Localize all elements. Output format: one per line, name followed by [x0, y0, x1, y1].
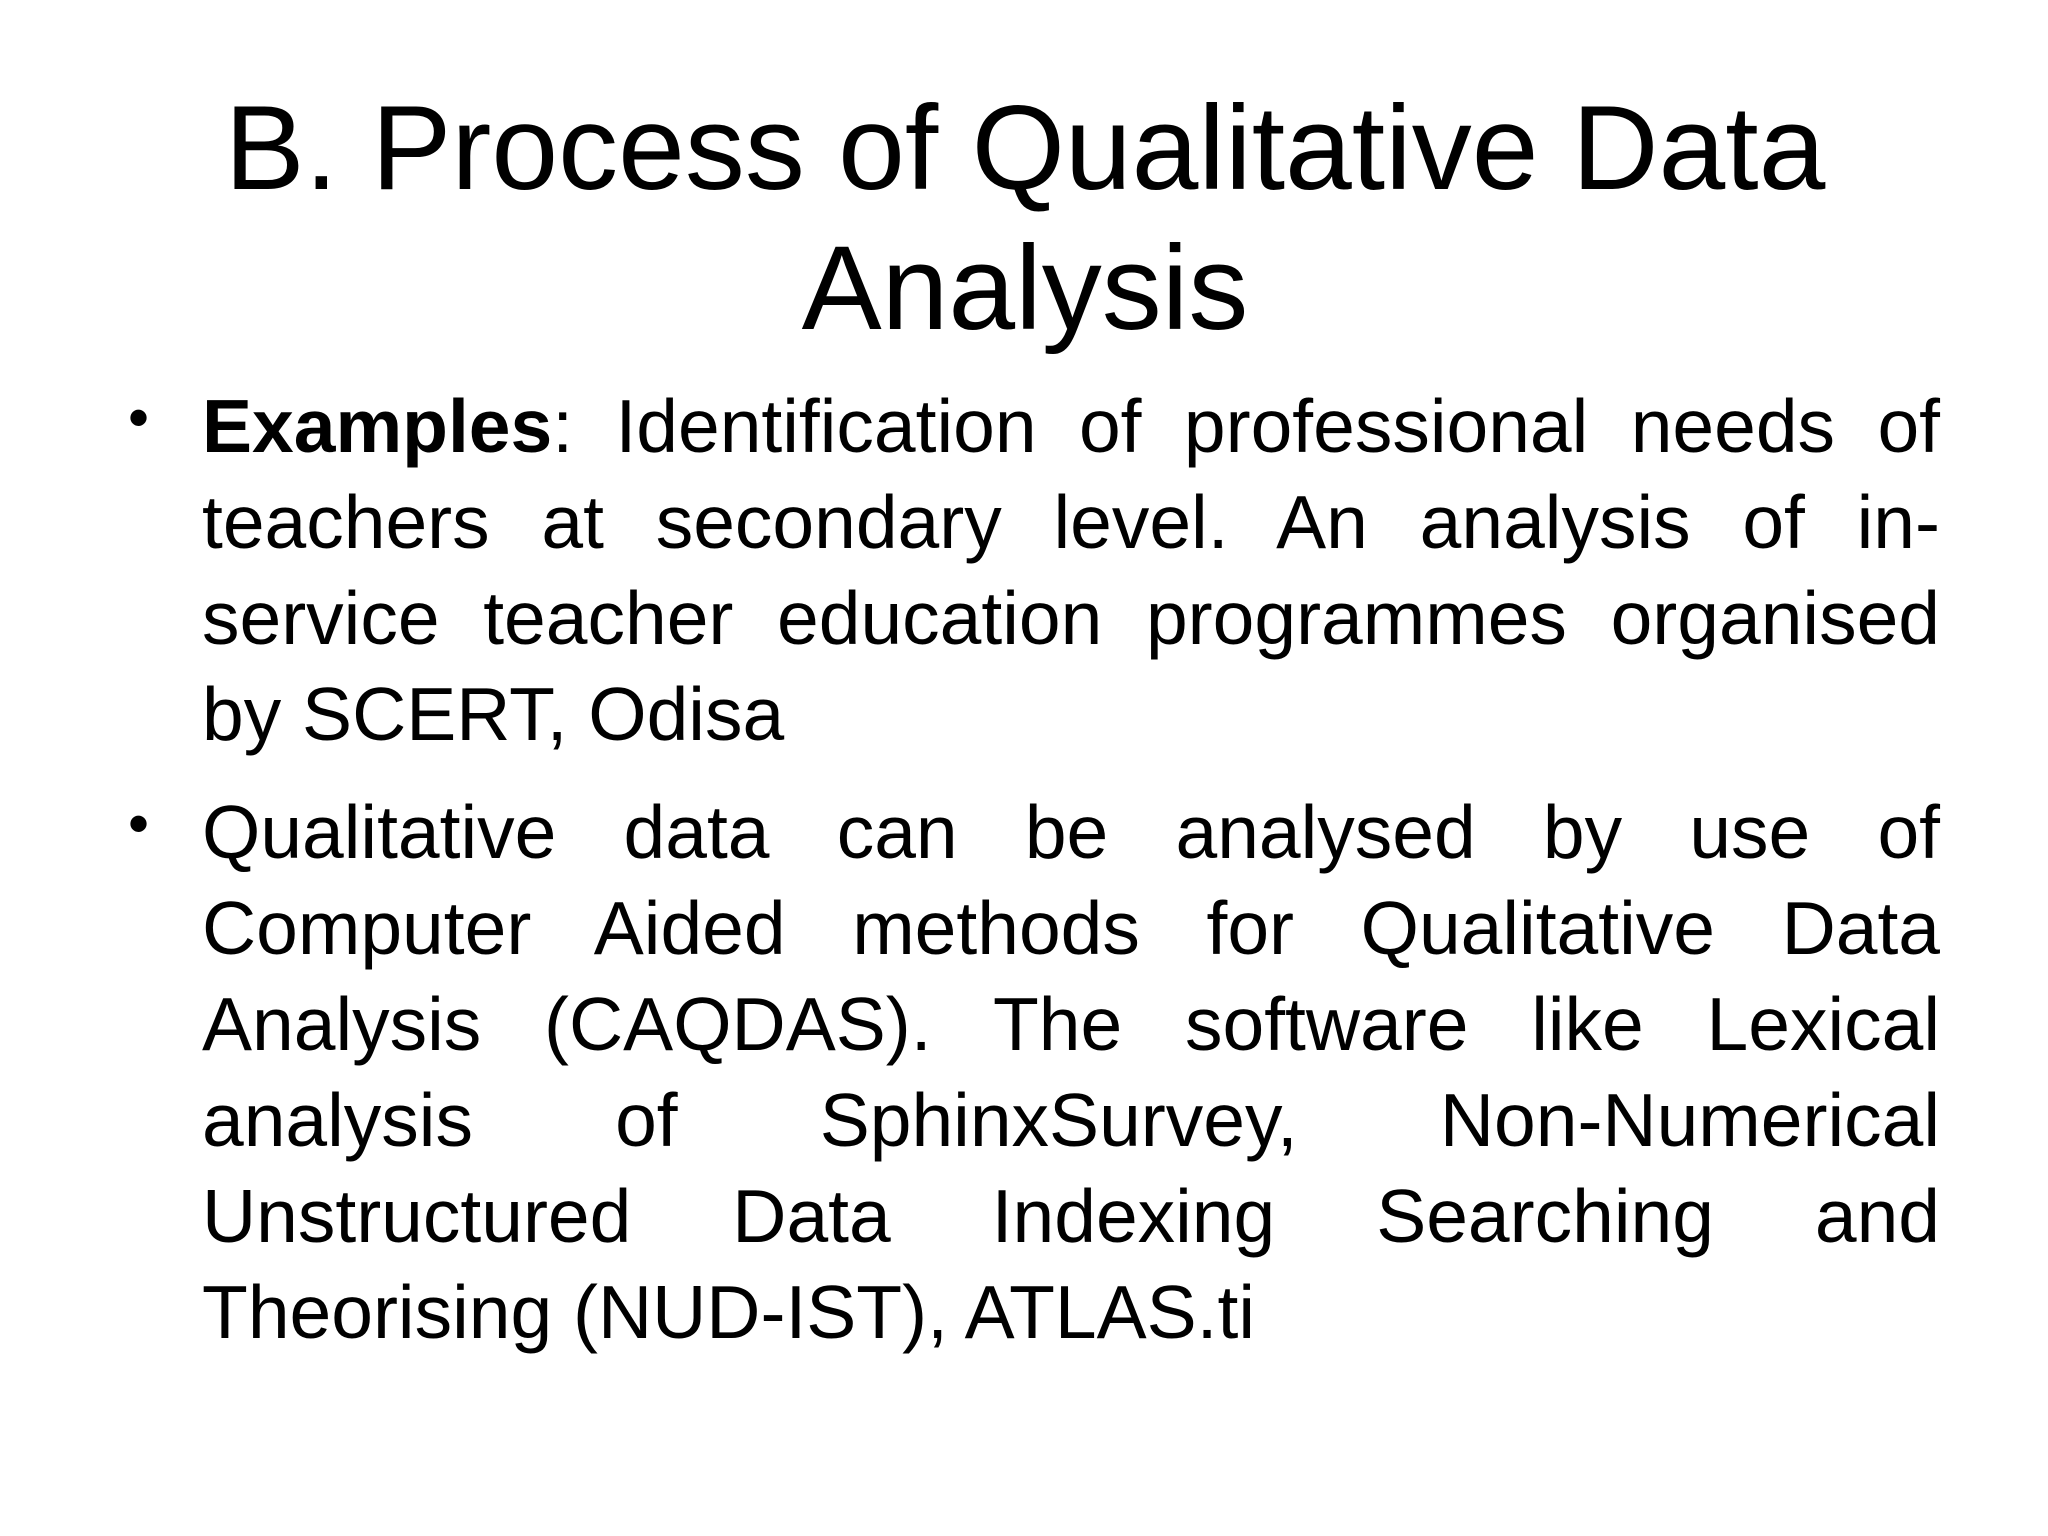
bullet-label-separator: :: [552, 384, 574, 468]
bullet-text-caqdas: Qualitative data can be analysed by use of Computer Aided methods for Qualitative Data Analysis (CAQDAS). The software like Lexical analysis of SphinxSurvey, Non-Numerical Unstructured Data Indexing Searching and Theorising (NUD-IST), ATLAS.ti: [202, 790, 1940, 1354]
slide-title-line-2: Analysis: [801, 221, 1249, 355]
slide-title: [140, 78, 1910, 358]
bullet-text-examples: Identification of professional needs of teachers at secondary level. An analysis of in-service teacher education programmes organised by SCERT, Odisa: [202, 384, 1940, 756]
bullet-label-examples: Examples: [202, 384, 553, 468]
slide-title-line-1: B. Process of Qualitative Data: [224, 81, 1826, 215]
bullet-item-caqdas: [118, 784, 1940, 1360]
bullet-marker-icon: •: [128, 384, 150, 451]
bullet-marker-icon: •: [128, 790, 150, 857]
bullet-list: [118, 378, 1940, 1382]
bullet-item-examples: [118, 378, 1940, 762]
